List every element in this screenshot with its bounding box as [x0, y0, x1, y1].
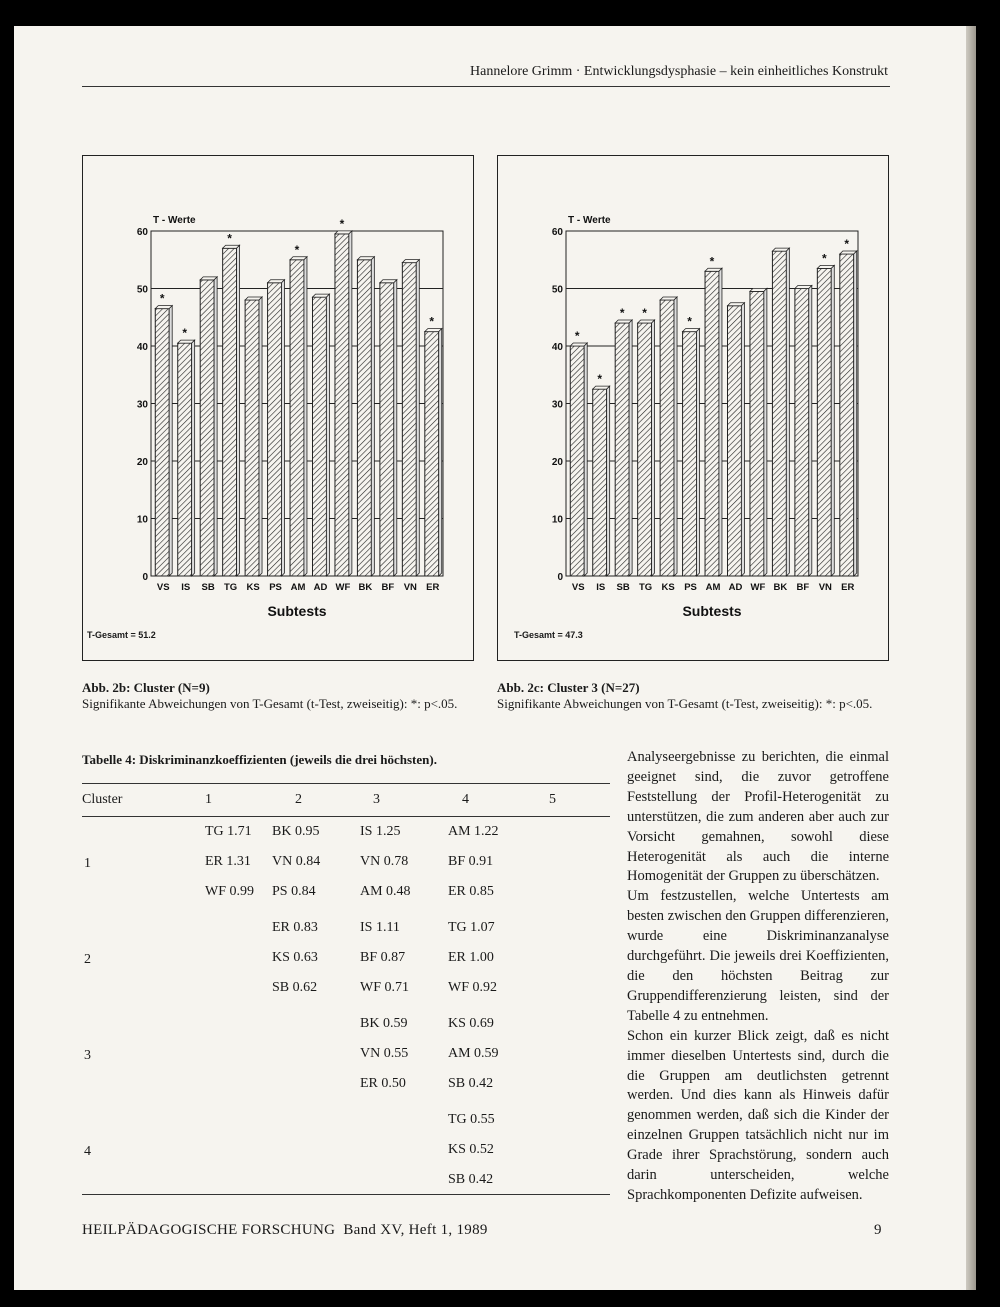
x-axis-label: Subtests [682, 603, 742, 619]
x-tick-label: AM [290, 582, 306, 593]
x-tick-label: AM [705, 582, 721, 593]
bar-side [439, 329, 442, 576]
x-tick-label: IS [596, 582, 606, 593]
y-tick-label: 0 [557, 572, 563, 583]
x-tick-label: AD [313, 582, 328, 593]
bar-tg [638, 323, 652, 576]
significance-marker: * [182, 326, 188, 341]
table-cell: TG 0.55 [448, 1112, 495, 1127]
body-paragraph: Analyseergebnisse zu berichten, die einmal geeignet sind, die zuvor getroffene Feststellung der Profil-Heterogenität zu unterstützen, die zum anderen aber auch zur Vorsicht gemahnen, sowohl diese Heterogenität als auch die interne Homogenität der Gruppen zu überschätzen. [627, 749, 889, 885]
bar-side [629, 320, 632, 576]
table-cell: TG 1.07 [448, 920, 495, 935]
y-axis-label: T - Werte [568, 215, 611, 226]
table-cell: BF 0.91 [448, 854, 494, 869]
y-tick-label: 30 [551, 399, 563, 411]
y-tick-label: 60 [551, 227, 563, 238]
x-tick-label: VN [818, 582, 832, 593]
table-cell: AM 0.59 [448, 1046, 499, 1061]
bar-ps [683, 332, 697, 576]
bar-side [607, 386, 610, 576]
bar-er [840, 254, 854, 576]
bar-am [290, 260, 304, 576]
table-cell: IS 1.11 [360, 920, 400, 935]
bar-side [214, 277, 217, 576]
x-tick-label: TG [224, 582, 238, 593]
body-paragraph: Schon ein kurzer Blick zeigt, daß es nicht immer dieselben Untertests sind, durch die die Gruppen am deutlichsten getrennt werden. Und dies kann als Hinweis dafür genommen werden, daß sich die Kinder der einzelnen Gruppen tatsächlich nicht nur im Grade ihrer Sprachstörung, sondern auch darin unterscheiden, welche Sprachkomponenten Defizite aufweisen. [627, 1027, 889, 1203]
table-cell: BK 0.95 [272, 824, 320, 839]
y-tick-label: 60 [136, 227, 148, 238]
table-cell: SB 0.62 [272, 980, 318, 995]
significance-marker: * [642, 306, 647, 320]
bar-tg [223, 248, 237, 576]
bar-ps [268, 283, 282, 576]
x-axis-label: Subtests [267, 603, 327, 619]
figure-2b-caption [82, 680, 482, 712]
table-cell: BK 0.59 [360, 1016, 408, 1031]
body-paragraph: Um festzustellen, welche Untertests am besten zwischen den Gruppen differenzieren, wurde eine Diskriminanzanalyse durchgeführt. Die jeweils drei Koeffizienten, die den höchsten Beitrag zur Gruppendifferenzierung leisten, sind der Tabelle 4 zu entnehmen. [627, 888, 889, 1024]
x-tick-label: VS [156, 582, 170, 593]
table-cell: KS 0.63 [272, 950, 318, 965]
significance-marker: * [709, 254, 715, 269]
table-cell: KS 0.69 [448, 1016, 494, 1031]
significance-marker: * [339, 216, 345, 231]
header-rule [82, 86, 890, 87]
significance-marker: * [597, 372, 603, 387]
x-tick-label: BK [773, 582, 788, 593]
bar-er [425, 332, 439, 576]
y-tick-label: 10 [136, 514, 148, 526]
table-top-rule [82, 783, 610, 784]
bar-side [697, 329, 700, 576]
figure-2c-total: T-Gesamt = 47.3 [514, 630, 583, 640]
x-tick-label: WF [750, 582, 766, 593]
y-tick-label: 40 [551, 342, 563, 353]
bar-ks [660, 300, 674, 576]
table-group-label: 2 [84, 952, 91, 967]
x-tick-label: AD [728, 582, 743, 593]
figure-2b-chart [82, 155, 474, 661]
table-cell: ER 0.50 [360, 1076, 406, 1091]
significance-marker: * [844, 237, 850, 251]
bar-side [719, 268, 722, 576]
bar-side [237, 245, 240, 576]
x-tick-label: ER [841, 582, 855, 593]
bar-side [854, 251, 857, 576]
bar-side [809, 286, 812, 577]
figure-2c-svg [498, 156, 888, 660]
figure-2c-caption [497, 680, 897, 712]
table-header-1: 1 [205, 792, 212, 807]
bar-is [178, 343, 192, 576]
bar-bf [380, 283, 394, 576]
bar-side [652, 320, 655, 576]
bar-side [674, 297, 677, 576]
table-bottom-rule [82, 1194, 610, 1195]
bar-vn [817, 268, 831, 576]
bar-vs [155, 309, 169, 576]
bar-wf [750, 291, 764, 576]
y-tick-label: 20 [551, 457, 563, 468]
table-cell: ER 1.31 [205, 854, 251, 869]
bar-side [169, 306, 172, 576]
x-tick-label: TG [639, 582, 653, 593]
figure-2b-svg [83, 156, 473, 660]
footer-journal: HEILPÄDAGOGISCHE FORSCHUNG Band XV, Heft 1, 1989 [82, 1222, 488, 1238]
table-cell: IS 1.25 [360, 824, 401, 839]
page-number: 9 [874, 1222, 882, 1238]
x-tick-label: WF [335, 582, 351, 593]
y-tick-label: 10 [551, 514, 563, 526]
bar-is [593, 389, 607, 576]
bar-vs [570, 346, 584, 576]
x-tick-label: KS [246, 582, 260, 593]
table-header-cluster: Cluster [82, 792, 123, 807]
y-tick-label: 50 [136, 284, 148, 296]
bar-side [741, 303, 744, 576]
bar-side [371, 257, 374, 576]
x-tick-label: BK [358, 582, 373, 593]
bar-side [764, 288, 767, 576]
table-group-label: 3 [84, 1048, 91, 1063]
bar-side [416, 260, 419, 576]
bar-side [584, 343, 587, 576]
significance-marker: * [429, 314, 435, 329]
table-cell: VN 0.84 [272, 854, 321, 869]
significance-marker: * [574, 329, 580, 343]
table-cell: BF 0.87 [360, 950, 406, 965]
x-tick-label: BF [381, 582, 395, 593]
bar-bf [795, 289, 809, 577]
x-tick-label: PS [684, 582, 697, 593]
table-cell: ER 0.85 [448, 884, 494, 899]
figure-2b-total: T-Gesamt = 51.2 [87, 630, 156, 640]
x-tick-label: SB [616, 582, 630, 593]
bar-sb [200, 280, 214, 576]
bar-side [282, 280, 285, 576]
table-cell: AM 1.22 [448, 824, 499, 839]
figure-2c-caption-label: Abb. 2c: Cluster 3 (N=27) [497, 680, 640, 695]
bar-ad [727, 306, 741, 576]
x-tick-label: IS [181, 582, 191, 593]
bar-sb [615, 323, 629, 576]
bar-wf [335, 234, 349, 576]
table-header-5: 5 [549, 792, 556, 807]
table-group-label: 1 [84, 856, 91, 871]
table-header-2: 2 [295, 792, 302, 807]
table-cell: SB 0.42 [448, 1172, 494, 1187]
significance-marker: * [159, 291, 165, 306]
x-tick-label: VN [403, 582, 417, 593]
table-cell: WF 0.71 [360, 980, 409, 995]
bar-side [786, 248, 789, 576]
bar-side [831, 265, 834, 576]
x-tick-label: ER [426, 582, 440, 593]
figure-2b-caption-text: Signifikante Abweichungen von T-Gesamt (t-Test, zweiseitig): *: p<.05. [82, 696, 458, 711]
significance-marker: * [294, 242, 300, 257]
x-tick-label: KS [661, 582, 675, 593]
table-cell: KS 0.52 [448, 1142, 494, 1157]
bar-bk [357, 260, 371, 576]
table-cell: ER 0.83 [272, 920, 318, 935]
bar-bk [772, 251, 786, 576]
y-tick-label: 50 [551, 284, 563, 296]
x-tick-label: PS [269, 582, 282, 593]
table-cell: WF 0.99 [205, 884, 254, 899]
bar-side [394, 280, 397, 576]
table-cell: SB 0.42 [448, 1076, 494, 1091]
y-tick-label: 20 [136, 457, 148, 468]
significance-marker: * [619, 306, 625, 320]
table-cell: ER 1.00 [448, 950, 494, 965]
significance-marker: * [227, 231, 232, 246]
table-cell: VN 0.78 [360, 854, 409, 869]
y-tick-label: 30 [136, 399, 148, 411]
bar-side [192, 340, 195, 576]
table-title: Tabelle 4: Diskriminanzkoeffizienten (jeweils die drei höchsten). [82, 752, 437, 767]
table-header-3: 3 [373, 792, 380, 807]
bar-vn [402, 263, 416, 576]
x-tick-label: SB [201, 582, 215, 593]
bar-side [349, 231, 352, 576]
bar-side [259, 297, 262, 576]
bar-ks [245, 300, 259, 576]
body-text [627, 748, 889, 1206]
table-cell: TG 1.71 [205, 824, 252, 839]
table-cell: PS 0.84 [272, 884, 316, 899]
figure-2b-caption-label: Abb. 2b: Cluster (N=9) [82, 680, 210, 695]
table-header-4: 4 [462, 792, 469, 807]
significance-marker: * [821, 251, 827, 266]
x-tick-label: BF [796, 582, 810, 593]
table-cell: WF 0.92 [448, 980, 497, 995]
bar-side [326, 294, 329, 576]
y-axis-label: T - Werte [153, 215, 196, 226]
figure-2c-caption-text: Signifikante Abweichungen von T-Gesamt (t-Test, zweiseitig): *: p<.05. [497, 696, 873, 711]
running-head: Hannelore Grimm · Entwicklungsdysphasie – kein einheitliches Konstrukt [470, 64, 888, 79]
bar-side [304, 257, 307, 576]
y-tick-label: 0 [142, 572, 148, 583]
figure-2c-chart [497, 155, 889, 661]
table-group-label: 4 [84, 1144, 91, 1159]
table-header-rule [82, 816, 610, 817]
significance-marker: * [687, 314, 692, 329]
table-cell: AM 0.48 [360, 884, 411, 899]
y-tick-label: 40 [136, 342, 148, 353]
page-edge [966, 26, 976, 1290]
x-tick-label: VS [571, 582, 585, 593]
bar-am [705, 271, 719, 576]
table-cell: VN 0.55 [360, 1046, 409, 1061]
bar-ad [312, 297, 326, 576]
